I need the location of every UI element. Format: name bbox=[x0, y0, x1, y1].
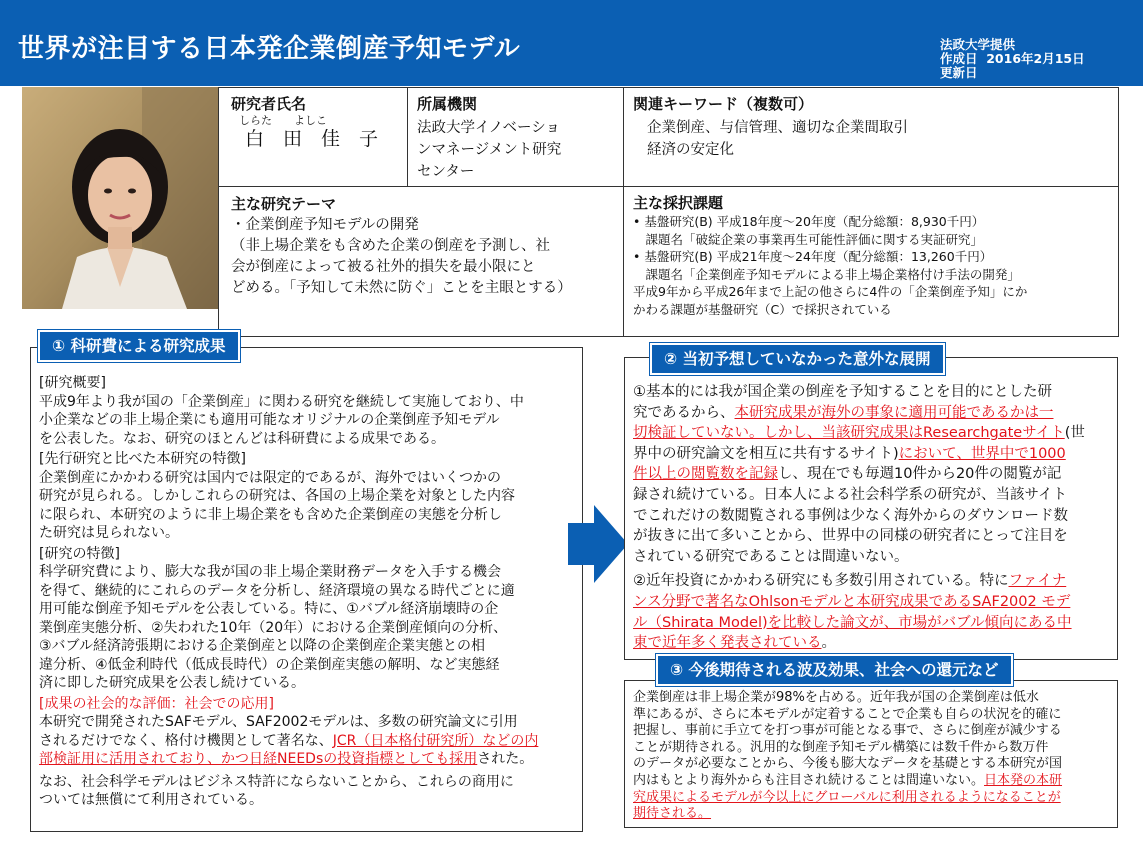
overview-heading: [研究概要] bbox=[39, 375, 106, 391]
s2-highlight: 本研究成果が海外の事象に適用可能であるかは一 bbox=[734, 404, 1054, 421]
s2-line: ②近年投資にかかわる研究にも多数引用されている。特にファイナ bbox=[633, 573, 1067, 590]
compare-line: 研究が見られる。しかしこれらの研究は、各国の上場企業を対象とした内容 bbox=[39, 488, 515, 504]
grants-label: 主な採択課題 bbox=[633, 194, 724, 212]
theme-line: どめる。「予知して未然に防ぐ」ことを主眼とする） bbox=[231, 280, 572, 296]
s3-highlight: 期待される。 bbox=[633, 806, 712, 822]
grant-line: かわる課題が基盤研究（C）で採択されている bbox=[633, 301, 892, 317]
eval-heading: [成果の社会的な評価：社会での応用] bbox=[39, 695, 274, 712]
keywords-cell bbox=[633, 94, 1113, 161]
feature-line: 用可能な倒産予知モデルを公表している。特に、①バブル経済崩壊時の企 bbox=[39, 601, 499, 617]
compare-heading: [先行研究と比べた本研究の特徴] bbox=[39, 451, 246, 467]
updated-label: 更新日 bbox=[940, 65, 978, 80]
section3-title: ③ 今後期待される波及効果、社会への還元など bbox=[656, 654, 1013, 686]
eval-tail-line: ついては無償にて利用されている。 bbox=[39, 792, 263, 808]
provider: 法政大学提供 bbox=[940, 37, 1016, 52]
s2-highlight: 切検証していない。しかし、当該研究成果はResearchgateサイト bbox=[633, 425, 1065, 442]
s3-line: 内はもとより海外からも注目され続けることは間違いない。日本発の本研 bbox=[633, 772, 1063, 788]
researcher-portrait bbox=[22, 87, 218, 309]
s2-line: ①基本的には我が国企業の倒産を予知することを目的にとした研 bbox=[633, 384, 1052, 400]
s2-line: 録され続けている。日本人による社会科学系の研究が、当該サイト bbox=[633, 486, 1067, 503]
keyword-line: 企業倒産、与信管理、適切な企業間取引 bbox=[647, 120, 908, 136]
s3-line: 企業倒産は非上場企業が98%を占める。近年我が国の企業倒産は低水 bbox=[633, 690, 1039, 705]
s2-line: されている研究であることは間違いない。 bbox=[633, 548, 909, 565]
affiliation-line: ンマネージメント研究 bbox=[417, 142, 562, 158]
eval-tail-line: なお、社会科学モデルはビジネス特許にならないことから、これらの商用に bbox=[39, 773, 514, 790]
section2-title: ② 当初予想していなかった意外な展開 bbox=[650, 343, 945, 375]
s2-line: 東で近年多く発表されている。 bbox=[633, 635, 836, 652]
researcher-name: 白 田 佳 子 bbox=[245, 128, 379, 150]
overview-line: 平成9年より我が国の「企業倒産」に関わる研究を継続して実施しており、中 bbox=[39, 393, 524, 410]
overview-line: 小企業などの非上場企業にも適用可能なオリジナルの企業倒産予知モデル bbox=[39, 412, 500, 428]
s3-line: 準にあるが、さらに本モデルが定着することで企業も自らの状況を的確に bbox=[633, 706, 1062, 722]
header-banner bbox=[0, 0, 1143, 86]
info-table bbox=[218, 87, 1119, 337]
keyword-line: 経済の安定化 bbox=[647, 142, 734, 158]
created-date: 2016年2月15日 bbox=[986, 51, 1085, 66]
keywords-label: 関連キーワード（複数可） bbox=[633, 95, 814, 113]
compare-line: た研究は見られない。 bbox=[39, 525, 179, 541]
theme-line: 会が倒産によって被る社外的損失を最小限にと bbox=[231, 259, 536, 275]
grant-line: 課題名「破綻企業の事業再生可能性評価に関する実証研究」 bbox=[633, 231, 984, 247]
s3-line: のデータが必要なことから、今後も膨大なデータを基礎とする本研究が国 bbox=[633, 756, 1063, 772]
overview-line: を公表した。なお、研究のほとんどは科研費による成果である。 bbox=[39, 430, 445, 447]
s2-highlight: 件以上の閲覧数を記録 bbox=[633, 466, 778, 483]
s2-line: 界中の研究論文を相互に共有するサイト)において、世界中で1000 bbox=[633, 445, 1066, 462]
s3-highlight: 日本発の本研 bbox=[984, 772, 1063, 788]
eval-line: されるだけでなく、格付け機関として著名な、JCR（日本格付研究所）などの内 bbox=[39, 732, 539, 749]
s3-line: 把握し、事前に手立てを打つ事が可能となる事で、さらに倒産が減少する bbox=[633, 723, 1062, 739]
compare-line: に限られ、本研究のように非上場企業をも含めた企業倒産の実態を分析し bbox=[39, 506, 502, 523]
researcher-ruby: しらた よしこ bbox=[239, 114, 327, 127]
researcher-cell bbox=[231, 94, 407, 151]
grant-line: • 基盤研究(B) 平成21年度～24年度（配分総額：13,260千円） bbox=[633, 249, 993, 264]
s2-line: 切検証していない。しかし、当該研究成果はResearchgateサイト(世 bbox=[633, 425, 1085, 442]
grant-line: 課題名「企業倒産予知モデルによる非上場企業格付け手法の開発」 bbox=[633, 266, 1020, 282]
affiliation-line: 法政大学イノベーショ bbox=[417, 120, 560, 136]
s2-highlight: 東で近年多く発表されている bbox=[633, 635, 822, 652]
eval-highlight: JCR（日本格付研究所）などの内 bbox=[332, 732, 539, 749]
affiliation-line: センター bbox=[417, 164, 475, 180]
grant-line: • 基盤研究(B) 平成18年度～20年度（配分総額：8,930千円） bbox=[633, 214, 985, 229]
s2-line: 件以上の閲覧数を記録し、現在でも毎週10件から20件の閲覧が記 bbox=[633, 466, 1062, 483]
feature-heading: [研究の特徴] bbox=[39, 545, 120, 562]
feature-line: 違分析、④低金利時代（低成長時代）の企業倒産実態の解明、など実態経 bbox=[39, 656, 500, 673]
section2-box bbox=[624, 357, 1118, 660]
feature-line: を得て、継続的にこれらのデータを分析し、経済環境の異なる時代ごとに適 bbox=[39, 582, 515, 599]
theme-label: 主な研究テーマ bbox=[231, 195, 337, 213]
header-meta bbox=[940, 38, 1085, 80]
affiliation-label: 所属機関 bbox=[417, 95, 478, 113]
s2-highlight: ンス分野で著名なOhlsonモデルと本研究成果であるSAF2002 モデ bbox=[633, 593, 1071, 610]
theme-cell bbox=[231, 194, 621, 299]
eval-highlight: 部検証用に活用されており、かつ日経NEEDsの投資指標としても採用 bbox=[39, 751, 478, 767]
feature-line: 業倒産実態分析、②失われた10年（20年）における企業倒産傾向の分析、 bbox=[39, 619, 508, 636]
created-line: 作成日 2016年2月15日 bbox=[940, 51, 1085, 66]
theme-line: ・企業倒産予知モデルの開発 bbox=[231, 217, 419, 233]
feature-line: ③バブル経済誇張期における企業倒産と以降の企業倒産企業実態との相 bbox=[39, 638, 485, 654]
s3-line: ことが期待される。汎用的な倒産予知モデル構築には数千件から数万件 bbox=[633, 739, 1049, 755]
eval-line: 本研究で開発されたSAFモデル、SAF2002モデルは、多数の研究論文に引用 bbox=[39, 714, 518, 730]
s3-highlight: 究成果によるモデルが今以上にグローバルに利用されるようになることが bbox=[633, 789, 1061, 805]
right-arrow-icon bbox=[568, 505, 628, 587]
feature-line: 科学研究費により、膨大な我が国の非上場企業財務データを入手する機会 bbox=[39, 564, 501, 580]
eval-line: 部検証用に活用されており、かつ日経NEEDsの投資指標としても採用された。 bbox=[39, 751, 534, 767]
section1-box bbox=[30, 347, 583, 832]
researcher-label: 研究者氏名 bbox=[231, 95, 307, 113]
grants-cell bbox=[633, 194, 1117, 318]
s2-line: が抜きに出て多いことから、世界中の同様の研究者にとって注目を bbox=[633, 528, 1068, 545]
s2-line: 究であるから、本研究成果が海外の事象に適用可能であるかは一 bbox=[633, 404, 1054, 421]
s2-line: でこれだけの数閲覧される事例は少なく海外からのダウンロード数 bbox=[633, 507, 1068, 524]
affiliation-cell bbox=[417, 94, 621, 183]
section3-box bbox=[624, 680, 1118, 828]
s2-highlight: ファイナ bbox=[1008, 573, 1067, 590]
s2-highlight: ル（Shirata Model)を比較した論文が、市場がバブル傾向にある中 bbox=[633, 614, 1072, 631]
s2-highlight: において、世界中で1000 bbox=[898, 445, 1066, 462]
theme-line: （非上場企業をも含めた企業の倒産を予測し、社 bbox=[231, 238, 550, 254]
section1-title: ① 科研費による研究成果 bbox=[38, 330, 240, 362]
compare-line: 企業倒産にかかわる研究は国内では限定的であるが、海外ではいくつかの bbox=[39, 469, 501, 486]
grant-line: 平成9年から平成26年まで上記の他さらに4件の「企業倒産予知」にか bbox=[633, 284, 1028, 299]
page-title: 世界が注目する日本発企業倒産予知モデル bbox=[18, 34, 521, 64]
feature-line: 済に即した研究成果を公表し続けている。 bbox=[39, 675, 305, 691]
